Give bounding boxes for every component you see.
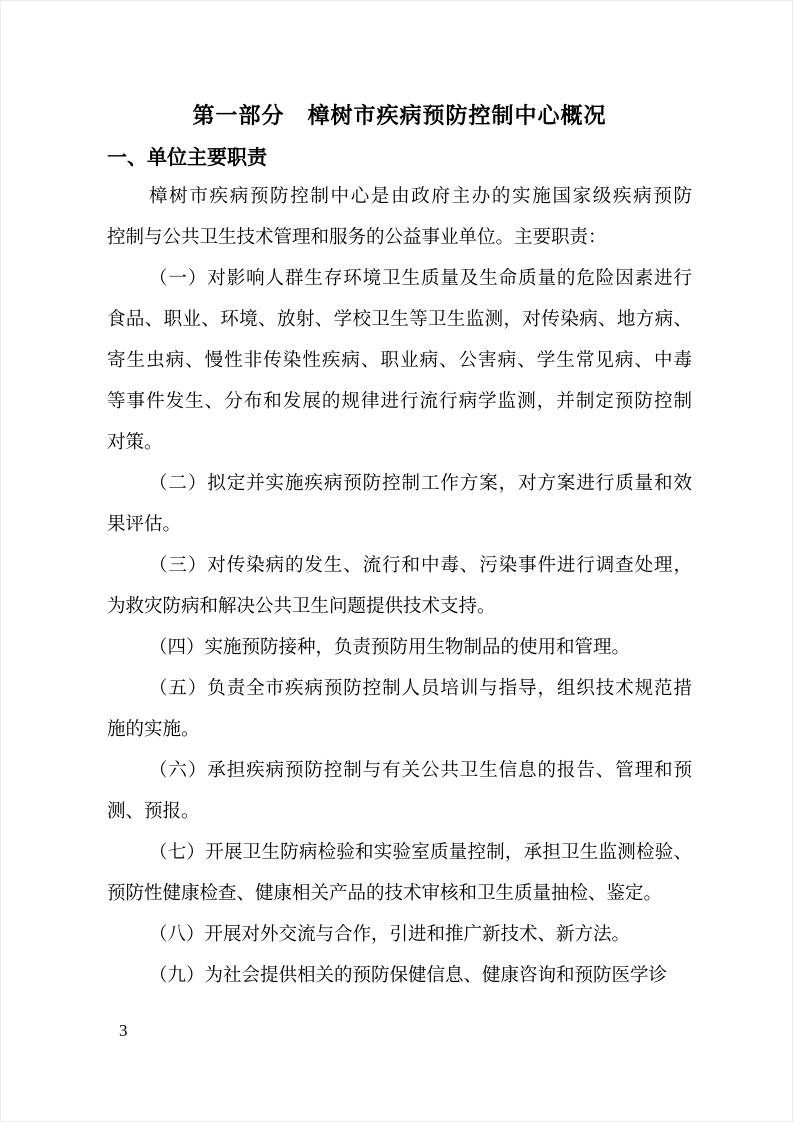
text-line: 为救灾防病和解决公共卫生问题提供技术支持。 [107,597,496,617]
text-line: 施的实施。 [107,720,200,740]
text-line: 等事件发生、分布和发展的规律进行流行病学监测，并制定预防控制 [107,392,692,412]
paragraph [107,177,692,259]
paragraph [107,833,692,915]
text-line: （二）拟定并实施疾病预防控制工作方案，对方案进行质量和效 [149,474,692,494]
page-content [107,101,692,997]
text-line: 预防性健康检查、健康相关产品的技术审核和卫生质量抽检、鉴定。 [107,884,663,904]
document-title: 第一部分 樟树市疾病预防控制中心概况 [192,103,607,128]
paragraph [107,751,692,833]
text-line: （一）对影响人群生存环境卫生质量及生命质量的危险因素进行 [149,269,692,289]
text-line: （七）开展卫生防病检验和实验室质量控制，承担卫生监测检验、 [149,843,692,863]
text-line: 果评估。 [107,515,182,535]
text-line: 测、预报。 [107,802,200,822]
paragraph [107,464,692,546]
section-heading: 一、单位主要职责 [107,147,267,169]
text-line: （六）承担疾病预防控制与有关公共卫生信息的报告、管理和预 [149,761,692,781]
paragraph [107,546,692,628]
text-line: （八）开展对外交流与合作，引进和推广新技术、新方法。 [149,925,631,945]
text-line: 樟树市疾病预防控制中心是由政府主办的实施国家级疾病预防 [149,187,692,207]
paragraph [107,956,692,997]
text-line: （三）对传染病的发生、流行和中毒、污染事件进行调查处理， [149,556,692,576]
paragraph [107,628,692,669]
text-line: 寄生虫病、慢性非传染性疾病、职业病、公害病、学生常见病、中毒 [107,351,692,371]
text-line: （五）负责全市疾病预防控制人员培训与指导，组织技术规范措 [149,679,692,699]
text-line: 食品、职业、环境、放射、学校卫生等卫生监测，对传染病、地方病、 [107,310,692,330]
text-line: 控制与公共卫生技术管理和服务的公益事业单位。主要职责： [107,228,607,248]
paragraph [107,259,692,464]
page-number: 3 [119,1021,128,1040]
document-body [107,177,692,997]
paragraph [107,915,692,956]
text-line: （四）实施预防接种，负责预防用生物制品的使用和管理。 [149,638,631,658]
paragraph [107,669,692,751]
text-line: （九）为社会提供相关的预防保健信息、健康咨询和预防医学诊 [149,966,668,986]
text-line: 对策。 [107,433,163,453]
